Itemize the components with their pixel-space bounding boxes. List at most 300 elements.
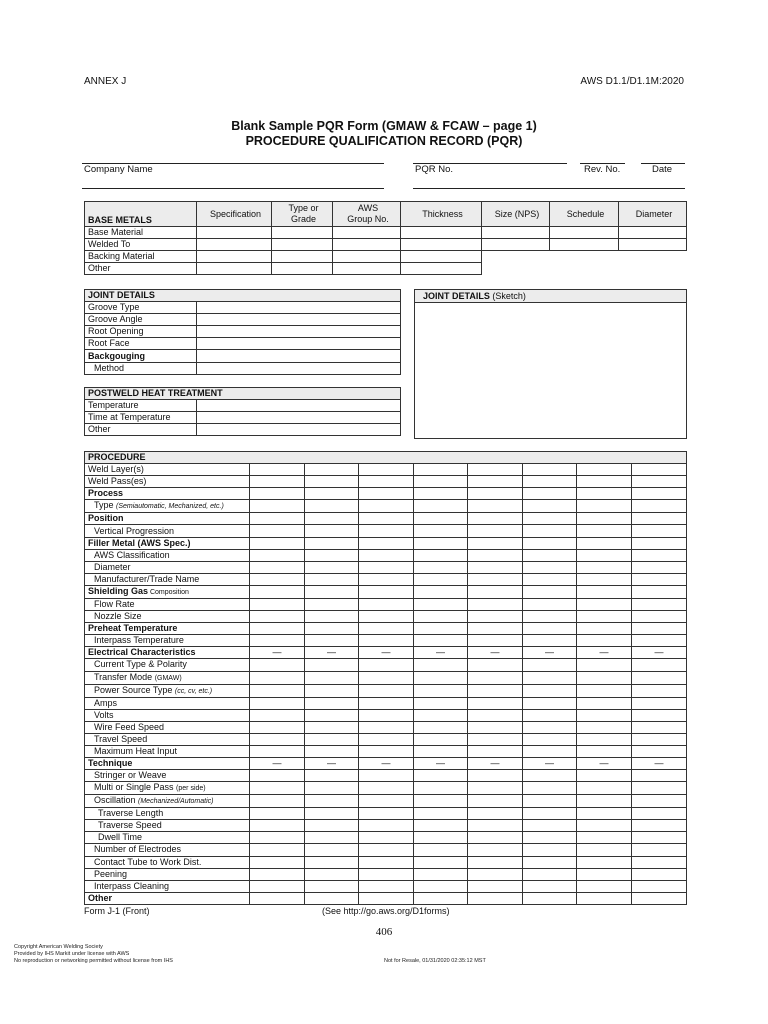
table-cell[interactable]	[523, 611, 577, 623]
table-cell[interactable]	[523, 892, 577, 904]
table-cell[interactable]	[632, 635, 687, 647]
table-cell[interactable]	[577, 856, 632, 868]
table-cell[interactable]	[523, 549, 577, 561]
table-cell[interactable]	[359, 709, 414, 721]
table-cell[interactable]	[250, 573, 305, 585]
table-cell[interactable]	[359, 820, 414, 832]
table-cell[interactable]	[305, 684, 359, 697]
table-cell[interactable]	[197, 350, 401, 362]
table-cell[interactable]	[632, 795, 687, 808]
table-cell[interactable]	[523, 488, 577, 500]
table-cell[interactable]	[305, 832, 359, 844]
table-cell[interactable]	[250, 844, 305, 856]
table-cell[interactable]	[619, 227, 687, 239]
table-cell[interactable]	[523, 697, 577, 709]
table-cell[interactable]	[468, 697, 523, 709]
table-cell[interactable]	[632, 808, 687, 820]
table-cell[interactable]	[577, 721, 632, 733]
table-cell[interactable]	[250, 880, 305, 892]
forms-link[interactable]: (See http://go.aws.org/D1forms)	[322, 906, 450, 916]
table-cell[interactable]	[414, 573, 468, 585]
table-cell[interactable]	[523, 880, 577, 892]
table-cell[interactable]	[632, 537, 687, 549]
table-cell[interactable]	[272, 251, 333, 263]
table-cell[interactable]	[359, 476, 414, 488]
table-cell[interactable]	[305, 513, 359, 525]
table-cell[interactable]	[632, 832, 687, 844]
table-cell[interactable]	[359, 623, 414, 635]
table-cell[interactable]	[468, 585, 523, 598]
table-cell[interactable]	[468, 635, 523, 647]
table-cell[interactable]	[197, 227, 272, 239]
table-cell[interactable]	[523, 573, 577, 585]
table-cell[interactable]	[414, 697, 468, 709]
table-cell[interactable]	[632, 500, 687, 513]
table-cell[interactable]	[632, 598, 687, 610]
table-cell[interactable]	[305, 671, 359, 684]
table-cell[interactable]	[632, 573, 687, 585]
table-cell[interactable]	[250, 856, 305, 868]
table-cell[interactable]	[197, 412, 401, 424]
table-cell[interactable]	[577, 635, 632, 647]
table-cell[interactable]	[523, 733, 577, 745]
table-cell[interactable]	[577, 623, 632, 635]
table-cell[interactable]	[632, 856, 687, 868]
table-cell[interactable]	[632, 721, 687, 733]
table-cell[interactable]	[305, 635, 359, 647]
table-cell[interactable]	[523, 500, 577, 513]
table-cell[interactable]	[577, 808, 632, 820]
table-cell[interactable]	[468, 868, 523, 880]
table-cell[interactable]	[197, 251, 272, 263]
table-cell[interactable]	[577, 733, 632, 745]
table-cell[interactable]	[250, 623, 305, 635]
table-cell[interactable]	[468, 488, 523, 500]
table-cell[interactable]	[250, 671, 305, 684]
table-cell[interactable]	[197, 362, 401, 374]
table-cell[interactable]	[468, 892, 523, 904]
table-cell[interactable]	[197, 424, 401, 436]
table-cell[interactable]	[468, 659, 523, 671]
table-cell[interactable]	[468, 856, 523, 868]
table-cell[interactable]	[250, 733, 305, 745]
table-cell[interactable]	[414, 880, 468, 892]
table-cell[interactable]	[250, 745, 305, 757]
table-cell[interactable]	[468, 611, 523, 623]
table-cell[interactable]	[197, 239, 272, 251]
table-cell[interactable]	[359, 892, 414, 904]
table-cell[interactable]	[523, 585, 577, 598]
table-cell[interactable]	[577, 476, 632, 488]
table-cell[interactable]	[468, 684, 523, 697]
company-name-line-2[interactable]	[82, 188, 384, 189]
table-cell[interactable]	[272, 227, 333, 239]
table-cell[interactable]	[414, 808, 468, 820]
table-cell[interactable]	[401, 251, 482, 263]
table-cell[interactable]	[523, 561, 577, 573]
table-cell[interactable]	[632, 697, 687, 709]
table-cell[interactable]	[523, 598, 577, 610]
table-cell[interactable]	[468, 721, 523, 733]
table-cell[interactable]	[577, 537, 632, 549]
table-cell[interactable]	[468, 832, 523, 844]
table-cell[interactable]	[468, 525, 523, 537]
table-cell[interactable]	[414, 525, 468, 537]
table-cell[interactable]	[250, 464, 305, 476]
table-cell[interactable]	[414, 671, 468, 684]
table-cell[interactable]	[359, 561, 414, 573]
table-cell[interactable]	[359, 808, 414, 820]
table-cell[interactable]	[359, 770, 414, 782]
table-cell[interactable]	[359, 856, 414, 868]
table-cell[interactable]	[250, 684, 305, 697]
table-cell[interactable]	[523, 635, 577, 647]
table-cell[interactable]	[632, 659, 687, 671]
table-cell[interactable]	[468, 671, 523, 684]
table-cell[interactable]	[305, 892, 359, 904]
table-cell[interactable]	[577, 513, 632, 525]
table-cell[interactable]	[197, 263, 272, 275]
table-cell[interactable]	[523, 721, 577, 733]
table-cell[interactable]	[577, 585, 632, 598]
table-cell[interactable]	[632, 868, 687, 880]
table-cell[interactable]	[577, 573, 632, 585]
table-cell[interactable]	[468, 770, 523, 782]
table-cell[interactable]	[632, 880, 687, 892]
table-cell[interactable]	[414, 549, 468, 561]
table-cell[interactable]	[468, 733, 523, 745]
table-cell[interactable]	[414, 795, 468, 808]
table-cell[interactable]	[523, 844, 577, 856]
table-cell[interactable]	[359, 721, 414, 733]
table-cell[interactable]	[359, 635, 414, 647]
table-cell[interactable]	[523, 476, 577, 488]
table-cell[interactable]	[401, 227, 482, 239]
table-cell[interactable]	[414, 464, 468, 476]
table-cell[interactable]	[359, 549, 414, 561]
table-cell[interactable]	[414, 623, 468, 635]
table-cell[interactable]	[305, 856, 359, 868]
table-cell[interactable]	[523, 782, 577, 795]
table-cell[interactable]	[632, 733, 687, 745]
table-cell[interactable]	[359, 488, 414, 500]
table-cell[interactable]	[414, 659, 468, 671]
table-cell[interactable]	[577, 770, 632, 782]
table-cell[interactable]	[197, 338, 401, 350]
table-cell[interactable]	[359, 832, 414, 844]
table-cell[interactable]	[632, 745, 687, 757]
table-cell[interactable]	[577, 709, 632, 721]
table-cell[interactable]	[468, 476, 523, 488]
table-cell[interactable]	[468, 561, 523, 573]
table-cell[interactable]	[333, 227, 401, 239]
table-cell[interactable]	[577, 488, 632, 500]
table-cell[interactable]	[359, 573, 414, 585]
table-cell[interactable]	[577, 549, 632, 561]
table-cell[interactable]	[414, 611, 468, 623]
table-cell[interactable]	[401, 239, 482, 251]
table-cell[interactable]	[577, 892, 632, 904]
table-cell[interactable]	[305, 598, 359, 610]
table-cell[interactable]	[359, 697, 414, 709]
table-cell[interactable]	[523, 856, 577, 868]
table-cell[interactable]	[250, 611, 305, 623]
table-cell[interactable]	[577, 745, 632, 757]
table-cell[interactable]	[577, 832, 632, 844]
table-cell[interactable]	[305, 868, 359, 880]
table-cell[interactable]	[468, 880, 523, 892]
table-cell[interactable]	[632, 770, 687, 782]
table-cell[interactable]	[305, 782, 359, 795]
table-cell[interactable]	[523, 770, 577, 782]
table-cell[interactable]	[197, 302, 401, 314]
table-cell[interactable]	[523, 464, 577, 476]
table-cell[interactable]	[523, 671, 577, 684]
table-cell[interactable]	[250, 820, 305, 832]
table-cell[interactable]	[359, 611, 414, 623]
table-cell[interactable]	[250, 659, 305, 671]
table-cell[interactable]	[250, 549, 305, 561]
table-cell[interactable]	[523, 525, 577, 537]
table-cell[interactable]	[523, 832, 577, 844]
table-cell[interactable]	[305, 795, 359, 808]
table-cell[interactable]	[305, 537, 359, 549]
table-cell[interactable]	[359, 525, 414, 537]
table-cell[interactable]	[414, 500, 468, 513]
table-cell[interactable]	[632, 549, 687, 561]
table-cell[interactable]	[619, 239, 687, 251]
table-cell[interactable]	[250, 770, 305, 782]
table-cell[interactable]	[305, 573, 359, 585]
table-cell[interactable]	[468, 598, 523, 610]
table-cell[interactable]	[632, 561, 687, 573]
pqr-line-2[interactable]	[413, 188, 685, 189]
table-cell[interactable]	[577, 598, 632, 610]
table-cell[interactable]	[333, 251, 401, 263]
table-cell[interactable]	[468, 573, 523, 585]
table-cell[interactable]	[305, 721, 359, 733]
table-cell[interactable]	[414, 832, 468, 844]
table-cell[interactable]	[468, 513, 523, 525]
table-cell[interactable]	[250, 598, 305, 610]
table-cell[interactable]	[305, 525, 359, 537]
table-cell[interactable]	[523, 808, 577, 820]
table-cell[interactable]	[523, 795, 577, 808]
table-cell[interactable]	[577, 611, 632, 623]
table-cell[interactable]	[414, 868, 468, 880]
table-cell[interactable]	[305, 770, 359, 782]
table-cell[interactable]	[632, 488, 687, 500]
table-cell[interactable]	[250, 832, 305, 844]
table-cell[interactable]	[414, 844, 468, 856]
table-cell[interactable]	[305, 659, 359, 671]
table-cell[interactable]	[359, 733, 414, 745]
table-cell[interactable]	[359, 745, 414, 757]
table-cell[interactable]	[250, 585, 305, 598]
table-cell[interactable]	[305, 844, 359, 856]
table-cell[interactable]	[468, 795, 523, 808]
table-cell[interactable]	[632, 476, 687, 488]
table-cell[interactable]	[632, 513, 687, 525]
table-cell[interactable]	[359, 513, 414, 525]
table-cell[interactable]	[414, 561, 468, 573]
table-cell[interactable]	[359, 880, 414, 892]
table-cell[interactable]	[197, 400, 401, 412]
table-cell[interactable]	[577, 782, 632, 795]
table-cell[interactable]	[632, 844, 687, 856]
table-cell[interactable]	[305, 561, 359, 573]
table-cell[interactable]	[523, 868, 577, 880]
table-cell[interactable]	[523, 513, 577, 525]
table-cell[interactable]	[577, 671, 632, 684]
table-cell[interactable]	[305, 880, 359, 892]
table-cell[interactable]	[305, 611, 359, 623]
table-cell[interactable]	[250, 476, 305, 488]
table-cell[interactable]	[632, 623, 687, 635]
table-cell[interactable]	[305, 549, 359, 561]
table-cell[interactable]	[333, 263, 401, 275]
table-cell[interactable]	[414, 856, 468, 868]
table-cell[interactable]	[468, 549, 523, 561]
table-cell[interactable]	[305, 709, 359, 721]
table-cell[interactable]	[468, 844, 523, 856]
table-cell[interactable]	[305, 733, 359, 745]
table-cell[interactable]	[414, 585, 468, 598]
table-cell[interactable]	[577, 795, 632, 808]
table-cell[interactable]	[359, 598, 414, 610]
table-cell[interactable]	[250, 709, 305, 721]
joint-sketch-box[interactable]	[414, 289, 687, 439]
table-cell[interactable]	[632, 525, 687, 537]
table-cell[interactable]	[632, 820, 687, 832]
table-cell[interactable]	[305, 500, 359, 513]
table-cell[interactable]	[577, 500, 632, 513]
table-cell[interactable]	[359, 844, 414, 856]
table-cell[interactable]	[305, 623, 359, 635]
table-cell[interactable]	[272, 239, 333, 251]
table-cell[interactable]	[414, 770, 468, 782]
table-cell[interactable]	[632, 464, 687, 476]
table-cell[interactable]	[414, 537, 468, 549]
table-cell[interactable]	[482, 239, 550, 251]
table-cell[interactable]	[632, 782, 687, 795]
table-cell[interactable]	[272, 263, 333, 275]
table-cell[interactable]	[305, 697, 359, 709]
table-cell[interactable]	[197, 314, 401, 326]
table-cell[interactable]	[401, 263, 482, 275]
table-cell[interactable]	[359, 659, 414, 671]
table-cell[interactable]	[468, 808, 523, 820]
table-cell[interactable]	[482, 227, 550, 239]
table-cell[interactable]	[250, 795, 305, 808]
table-cell[interactable]	[577, 820, 632, 832]
table-cell[interactable]	[523, 684, 577, 697]
table-cell[interactable]	[414, 513, 468, 525]
table-cell[interactable]	[414, 782, 468, 795]
table-cell[interactable]	[414, 476, 468, 488]
table-cell[interactable]	[359, 500, 414, 513]
table-cell[interactable]	[250, 697, 305, 709]
table-cell[interactable]	[250, 721, 305, 733]
table-cell[interactable]	[414, 733, 468, 745]
table-cell[interactable]	[197, 326, 401, 338]
table-cell[interactable]	[577, 684, 632, 697]
table-cell[interactable]	[414, 709, 468, 721]
table-cell[interactable]	[523, 537, 577, 549]
table-cell[interactable]	[468, 709, 523, 721]
table-cell[interactable]	[414, 635, 468, 647]
table-cell[interactable]	[577, 659, 632, 671]
table-cell[interactable]	[550, 239, 619, 251]
table-cell[interactable]	[468, 623, 523, 635]
table-cell[interactable]	[305, 820, 359, 832]
table-cell[interactable]	[359, 782, 414, 795]
table-cell[interactable]	[632, 585, 687, 598]
table-cell[interactable]	[523, 709, 577, 721]
table-cell[interactable]	[632, 684, 687, 697]
table-cell[interactable]	[577, 697, 632, 709]
table-cell[interactable]	[250, 635, 305, 647]
table-cell[interactable]	[523, 745, 577, 757]
table-cell[interactable]	[414, 820, 468, 832]
table-cell[interactable]	[468, 537, 523, 549]
table-cell[interactable]	[414, 745, 468, 757]
table-cell[interactable]	[250, 561, 305, 573]
table-cell[interactable]	[305, 585, 359, 598]
table-cell[interactable]	[577, 464, 632, 476]
table-cell[interactable]	[359, 585, 414, 598]
table-cell[interactable]	[250, 808, 305, 820]
table-cell[interactable]	[359, 868, 414, 880]
table-cell[interactable]	[468, 500, 523, 513]
table-cell[interactable]	[414, 684, 468, 697]
table-cell[interactable]	[523, 820, 577, 832]
table-cell[interactable]	[550, 227, 619, 239]
table-cell[interactable]	[250, 892, 305, 904]
table-cell[interactable]	[468, 464, 523, 476]
table-cell[interactable]	[305, 808, 359, 820]
table-cell[interactable]	[577, 561, 632, 573]
table-cell[interactable]	[359, 684, 414, 697]
table-cell[interactable]	[250, 782, 305, 795]
table-cell[interactable]	[305, 745, 359, 757]
table-cell[interactable]	[468, 782, 523, 795]
table-cell[interactable]	[468, 820, 523, 832]
table-cell[interactable]	[414, 892, 468, 904]
table-cell[interactable]	[305, 488, 359, 500]
table-cell[interactable]	[359, 795, 414, 808]
table-cell[interactable]	[250, 525, 305, 537]
table-cell[interactable]	[414, 488, 468, 500]
table-cell[interactable]	[523, 623, 577, 635]
table-cell[interactable]	[632, 671, 687, 684]
table-cell[interactable]	[414, 721, 468, 733]
table-cell[interactable]	[250, 488, 305, 500]
table-cell[interactable]	[577, 525, 632, 537]
table-cell[interactable]	[359, 671, 414, 684]
table-cell[interactable]	[577, 880, 632, 892]
table-cell[interactable]	[250, 537, 305, 549]
table-cell[interactable]	[414, 598, 468, 610]
table-cell[interactable]	[523, 659, 577, 671]
table-cell[interactable]	[359, 464, 414, 476]
table-cell[interactable]	[577, 868, 632, 880]
table-cell[interactable]	[632, 709, 687, 721]
table-cell[interactable]	[359, 537, 414, 549]
table-cell[interactable]	[250, 500, 305, 513]
table-cell[interactable]	[250, 513, 305, 525]
table-cell[interactable]	[333, 239, 401, 251]
